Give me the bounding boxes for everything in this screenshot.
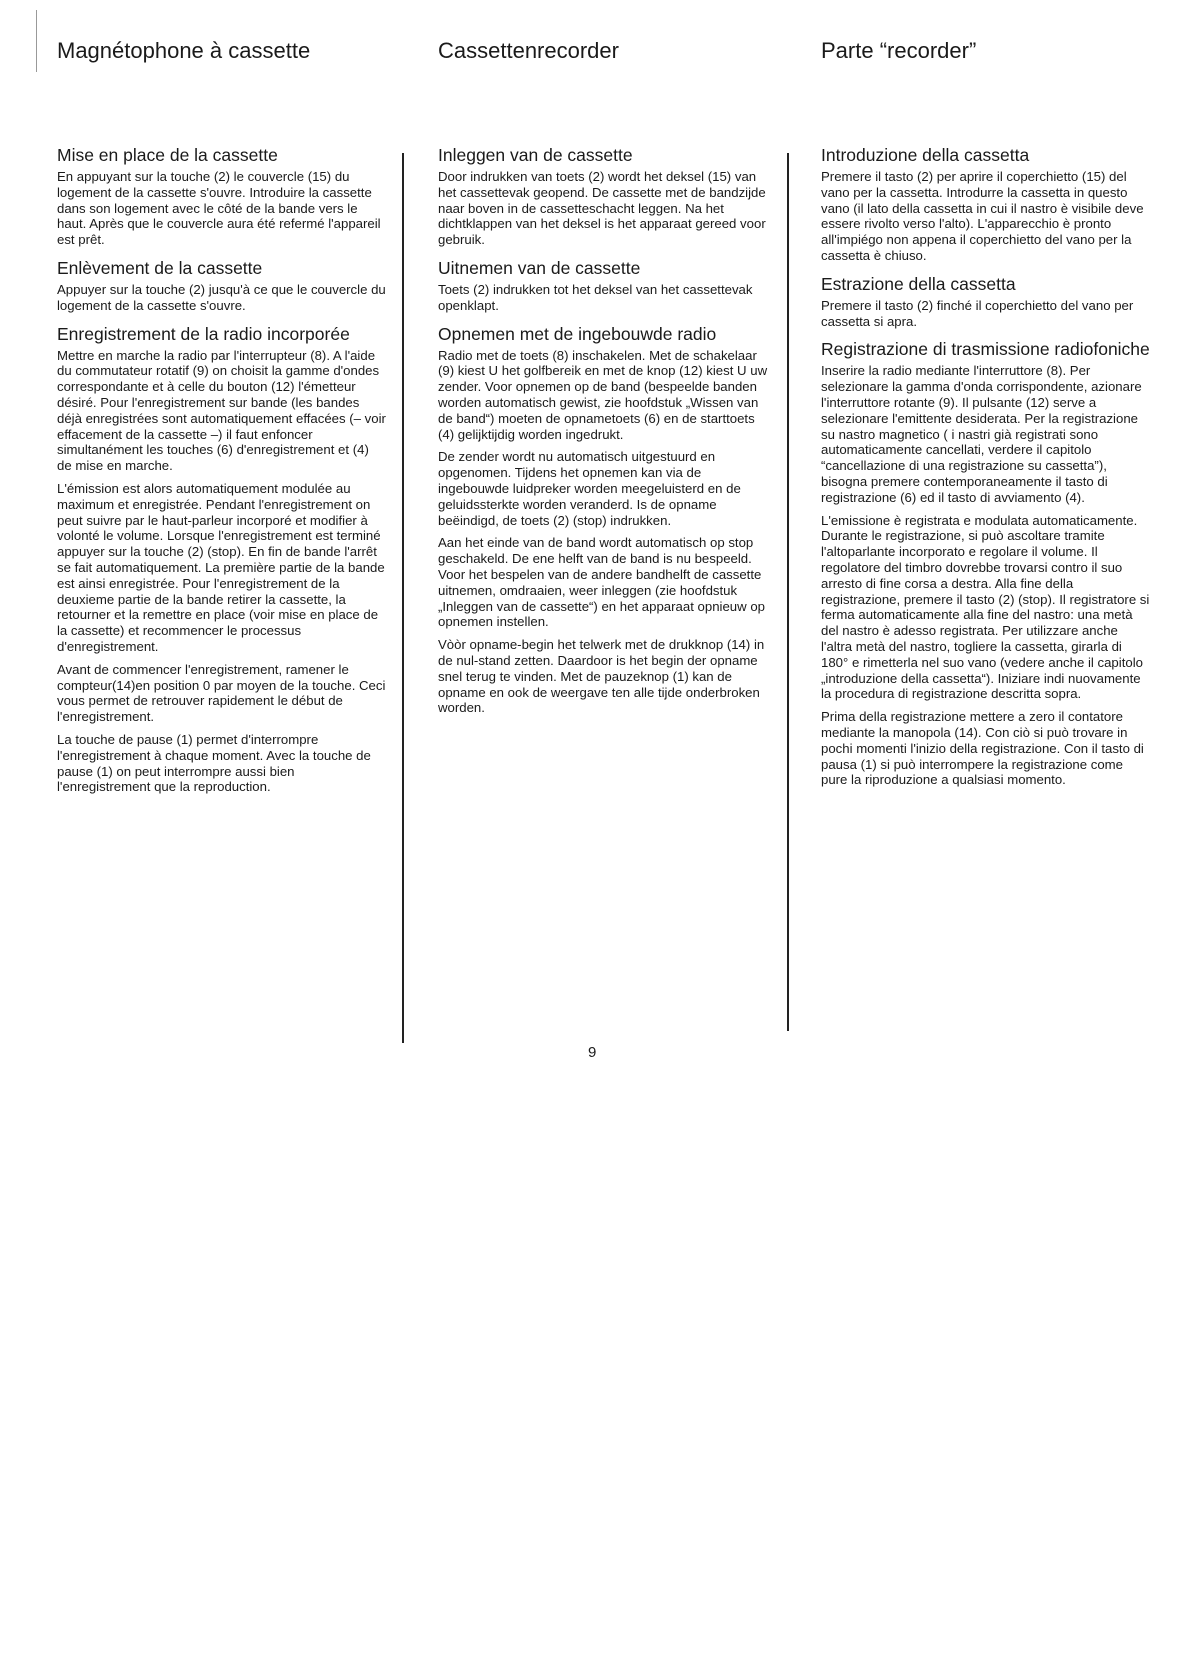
paragraph: Prima della registrazione mettere a zero il contatore mediante la manopola (14). Con ciò si può trovare in pochi momenti l'inizio della registrazione. Con il tasto di pausa (1) si può interrompere la registrazione come pure la riproduzione a qualsiasi momento.	[821, 709, 1144, 788]
paragraph: Premere il tasto (2) finché il coperchietto del vano per cassetta si apra.	[821, 297, 1134, 329]
paragraph: Toets (2) indrukken tot het deksel van het cassettevak openklapt.	[438, 281, 753, 313]
section-title: Registrazione di trasmissione radiofoniche	[821, 339, 1150, 360]
paragraph: Aan het einde van de band wordt automatisch op stop geschakeld. De ene helft van de band is nu bespeeld. Voor het bespelen van de andere bandhelft de cassette uitnemen, omdraaien, weer inleggen (zie hoofdstuk „Inleggen van de cassette“) en het apparaat opnieuw op opnemen instellen.	[438, 535, 765, 630]
section-title: Enregistrement de la radio incorporée	[57, 323, 350, 344]
section-fr-insert	[57, 145, 387, 248]
section-title: Enlèvement de la cassette	[57, 257, 263, 278]
section-nl-record	[438, 324, 768, 717]
section-it-remove	[821, 274, 1151, 330]
column-divider	[402, 153, 404, 1043]
paragraph: De zender wordt nu automatisch uitgestuurd en opgenomen. Tijdens het opnemen kan via de ingebouwde luidpreker worden meegeluisterd en de geluidssterkte worden veranderd. Is de opname beëindigd, de toets (2) (stop) indrukken.	[438, 449, 741, 528]
column-italian	[821, 145, 1151, 798]
paragraph: Inserire la radio mediante l'interruttore (8). Per selezionare la gamma d'onda corrispondente, azionare l'interruttore rotante (9). Il pulsante (12) serve a selezionare l'emittente desiderata. Per la registrazione su nastro magnetico ( i nastri già registrati sono automaticamente cancellati, verdere il capitolo “cancellazione di una registrazione su cassetta”), bisogna premere contemporaneamente il tasto di registrazione (6) ed il tasto di avviamento (4).	[821, 363, 1142, 505]
paragraph: En appuyant sur la touche (2) le couvercle (15) du logement de la cassette s'ouvre. Introduire la cassette dans son logement avec le côté de la bande vers le haut. Après que le couvercle aura été refermé l'appareil est prêt.	[57, 169, 381, 248]
section-nl-remove	[438, 258, 768, 314]
header-italian: Parte “recorder”	[821, 38, 977, 63]
section-title: Mise en place de la cassette	[57, 145, 278, 165]
paragraph: Mettre en marche la radio par l'interrupteur (8). A l'aide du commutateur rotatif (9) on choisit la gamme d'ondes correspondante et à celle du bouton (12) l'émetteur désiré. Pour l'enregistrement sur bande (les bandes déjà enregistrées sont automatiquement effacées (– voir effacement de la cassette –) il faut enfoncer simultanément les touches (6) d'enregistrement et (4) de mise en marche.	[57, 347, 386, 474]
section-it-record	[821, 339, 1151, 788]
paragraph: L'emissione è registrata e modulata automaticamente. Durante le registrazione, si può ascoltare tramite l'altoparlante incorporato e regolare il volume. Il regolatore del timbro dovrebbe trovarsi contro il suo arresto di fine corsa a destra. Alla fine della registrazione, premere il tasto (2) (stop). Il registratore si ferma automaticamente alla fine del nastro: una metà del nastro è adesso registrata. Per utilizzare anche l'altra metà del nastro, togliere la cassetta, girarla di 180° e rimetterla nel suo vano (vedere anche il capitolo „introduzione della cassetta“). Iniziare indi nuovamente la procedura di registrazione descritta sopra.	[821, 512, 1150, 702]
paragraph: La touche de pause (1) permet d'interrompre l'enregistrement à chaque moment. Avec la touche de pause (1) on peut interrompre aussi bien l'enregistrement que la reproduction.	[57, 731, 371, 795]
column-divider	[787, 153, 789, 1031]
section-fr-remove	[57, 258, 387, 314]
section-title: Opnemen met de ingebouwde radio	[438, 323, 717, 344]
paragraph: Avant de commencer l'enregistrement, ramener le compteur(14)en position 0 par moyen de la touche. Ceci vous permet de retrouver rapidement le début de l'enregistrement.	[57, 661, 386, 725]
header-dutch: Cassettenrecorder	[438, 38, 619, 63]
section-it-insert	[821, 145, 1151, 264]
section-title: Estrazione della cassetta	[821, 273, 1016, 294]
column-dutch	[438, 145, 768, 726]
section-title: Inleggen van de cassette	[438, 145, 633, 165]
margin-line	[36, 10, 37, 72]
paragraph: Vòòr opname-begin het telwerk met de drukknop (14) in de nul-stand zetten. Daardoor is het begin der opname snel terug te vinden. Met de pauzeknop (1) kan de opname en ook de weergave ten alle tijde onderbroken worden.	[438, 637, 765, 716]
paragraph: Door indrukken van toets (2) wordt het deksel (15) van het cassettevak geopend. De cassette met de bandzijde naar boven in de cassetteschacht leggen. Na het dichtklappen van het deksel is het apparaat gereed voor gebruik.	[438, 169, 766, 248]
section-title: Introduzione della cassetta	[821, 145, 1030, 165]
paragraph: Appuyer sur la touche (2) jusqu'à ce que le couvercle du logement de la cassette s'ouvre.	[57, 281, 386, 313]
paragraph: Radio met de toets (8) inschakelen. Met de schakelaar (9) kiest U het golfbereik en met de knop (12) kiest U uw zender. Voor opnemen op de band (bespeelde banden worden automatisch gewist, zie hoofdstuk „Wissen van de band“) moeten de opnametoets (6) en de starttoets (4) gelijktijdig worden ingedrukt.	[438, 347, 768, 442]
page-number: 9	[588, 1044, 597, 1061]
paragraph: L'émission est alors automatiquement modulée au maximum et enregistrée. Pendant l'enregistrement on peut suivre par le haut-parleur incorporé et modifier à volonté le volume. Lorsque l'enregistrement est terminé appuyer sur la touche (2) (stop). En fin de bande l'arrêt se fait automatiquement. La première partie de la bande est ainsi enregistrée. Pour l'enregistrement de la deuxieme partie de la bande retirer la cassette, la retourner et la remettre en place (voir mise en place de la cassette) et recommencer le processus d'enregistrement.	[57, 480, 385, 654]
section-title: Uitnemen van de cassette	[438, 257, 641, 278]
paragraph: Premere il tasto (2) per aprire il coperchietto (15) del vano per la cassetta. Introdurre la cassetta in questo vano (il lato della cassetta in cui il nastro è visibile deve essere rivolto verso l'alto). L'apparecchio è pronto all'impiégo non appena il coperchietto del vano per la cassetta è chiuso.	[821, 169, 1144, 263]
section-fr-record	[57, 324, 387, 796]
column-french	[57, 145, 387, 805]
section-nl-insert	[438, 145, 768, 248]
header-french: Magnétophone à cassette	[57, 38, 311, 63]
